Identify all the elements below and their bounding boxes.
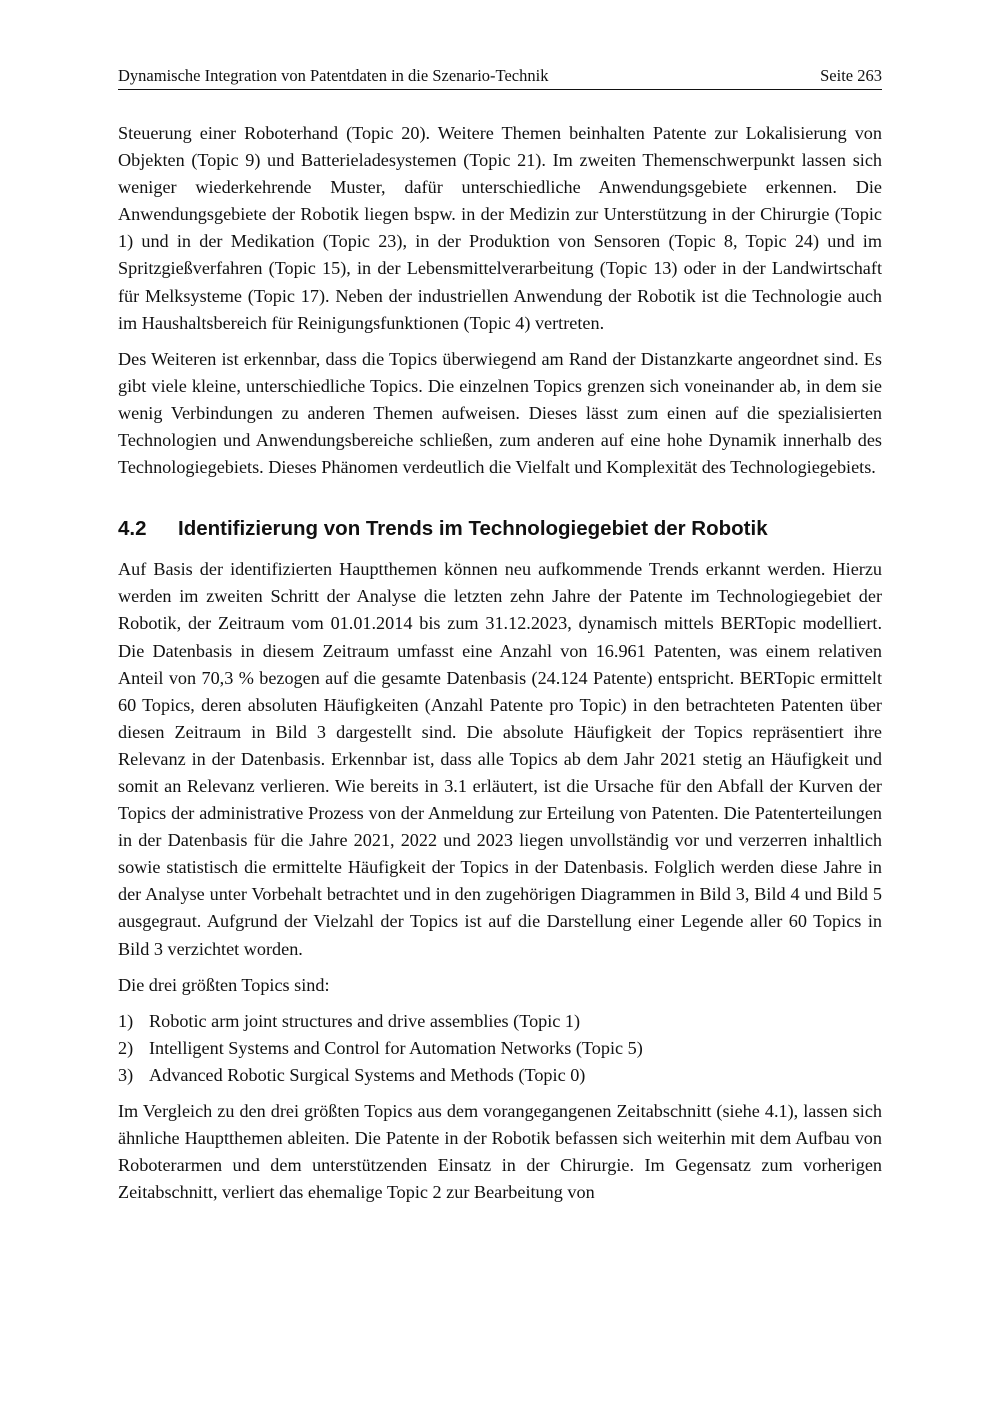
running-header [118, 66, 882, 90]
list-marker: 2) [118, 1037, 134, 1058]
list-marker: 1) [118, 1010, 134, 1031]
page-number: Seite 263 [820, 66, 882, 85]
section-number: 4.2 [118, 517, 147, 541]
list-item [118, 1008, 882, 1035]
header-title: Dynamische Integration von Patentdaten in die Szenario-Technik [118, 66, 549, 85]
section-heading [118, 516, 882, 542]
list-item-text: Intelligent Systems and Control for Automation Networks (Topic 5) [149, 1037, 643, 1058]
topic-list [118, 1008, 882, 1089]
list-marker: 3) [118, 1064, 134, 1085]
list-item [118, 1035, 882, 1062]
paragraph: Auf Basis der identifizierten Hauptthemen können neu aufkommende Trends erkannt werden. Hierzu werden im zweiten Schritt der Analyse die letzten zehn Jahre der Patente im Technologiegebiet der Robotik, der Zeitraum vom 01.01.2014 bis zum 31.12.2023, dynamisch mittels BERTopic modelliert. Die Datenbasis in diesem Zeitraum umfasst eine Anzahl von 16.961 Patenten, was einem relativen Anteil von 70,3 % bezogen auf die gesamte Datenbasis (24.124 Patente) entspricht. BERTopic ermittelt 60 Topics, deren absoluten Häufigkeiten (Anzahl Patente pro Topic) in den betrachteten Patenten über diesen Zeitraum in Bild 3 dargestellt sind. Die absolute Häufigkeit der Topics repräsentiert ihre Relevanz in der Datenbasis. Erkennbar ist, dass alle Topics ab dem Jahr 2021 stetig an Häufigkeit und somit an Relevanz verlieren. Wie bereits in 3.1 erläutert, ist die Ursache für den Abfall der Kurven der Topics der administrative Prozess von der Anmeldung zur Erteilung von Patenten. Die Patenterteilungen in der Datenbasis für die Jahre 2021, 2022 und 2023 liegen unvollständig vor und verzerren inhaltlich sowie statistisch die ermittelte Häufigkeit der Topics in der Datenbasis. Folglich werden diese Jahre in der Analyse unter Vorbehalt betrachtet und in den zugehörigen Diagrammen in Bild 3, Bild 4 und Bild 5 ausgegraut. Aufgrund der Vielzahl der Topics ist auf die Darstellung einer Legende aller 60 Topics in Bild 3 verzichtet worden. [118, 559, 882, 959]
body-text [118, 120, 882, 1206]
document-page [118, 66, 882, 1215]
paragraph: Im Vergleich zu den drei größten Topics aus dem vorangegangenen Zeitabschnitt (siehe 4.1), lassen sich ähnliche Hauptthemen ableiten. Die Patente in der Robotik befassen sich weiterhin mit dem Aufbau von Roboterarmen und dem unterstützenden Einsatz in der Chirurgie. Im Gegensatz zum vorherigen Zeitabschnitt, verliert das ehemalige Topic 2 zur Bearbeitung von [118, 1101, 882, 1203]
paragraph: Steuerung einer Roboterhand (Topic 20). Weitere Themen beinhalten Patente zur Lokalisierung von Objekten (Topic 9) und Batterieladesystemen (Topic 21). Im zweiten Themenschwerpunkt lassen sich weniger wiederkehrende Muster, dafür unterschiedliche Anwendungsgebiete erkennen. Die Anwendungsgebiete der Robotik liegen bspw. in der Medizin zur Unterstützung in der Chirurgie (Topic 1) und in der Medikation (Topic 23), in der Produktion von Sensoren (Topic 8, Topic 24) und im Spritzgießverfahren (Topic 15), in der Lebensmittelverarbeitung (Topic 13) oder in der Landwirtschaft für Melksysteme (Topic 17). Neben der industriellen Anwendung der Robotik ist die Technologie auch im Haushaltsbereich für Reinigungsfunktionen (Topic 4) vertreten. [118, 123, 882, 333]
list-item-text: Robotic arm joint structures and drive assemblies (Topic 1) [149, 1010, 581, 1031]
list-item [118, 1062, 882, 1089]
paragraph: Des Weiteren ist erkennbar, dass die Topics überwiegend am Rand der Distanzkarte angeordnet sind. Es gibt viele kleine, unterschiedliche Topics. Die einzelnen Topics grenzen sich voneinander ab, in dem sie wenig Verbindungen zu anderen Themen aufweisen. Dieses lässt zum einen auf die spezialisierten Technologien und Anwendungsbereiche schließen, zum anderen auf eine hohe Dynamik innerhalb des Technologiegebiets. Dieses Phänomen verdeutlich die Vielfalt und Komplexität des Technologiegebiets. [118, 348, 882, 478]
paragraph: Die drei größten Topics sind: [118, 974, 330, 995]
list-item-text: Advanced Robotic Surgical Systems and Methods (Topic 0) [149, 1064, 586, 1085]
section-title: Identifizierung von Trends im Technologiegebiet der Robotik [178, 517, 768, 541]
